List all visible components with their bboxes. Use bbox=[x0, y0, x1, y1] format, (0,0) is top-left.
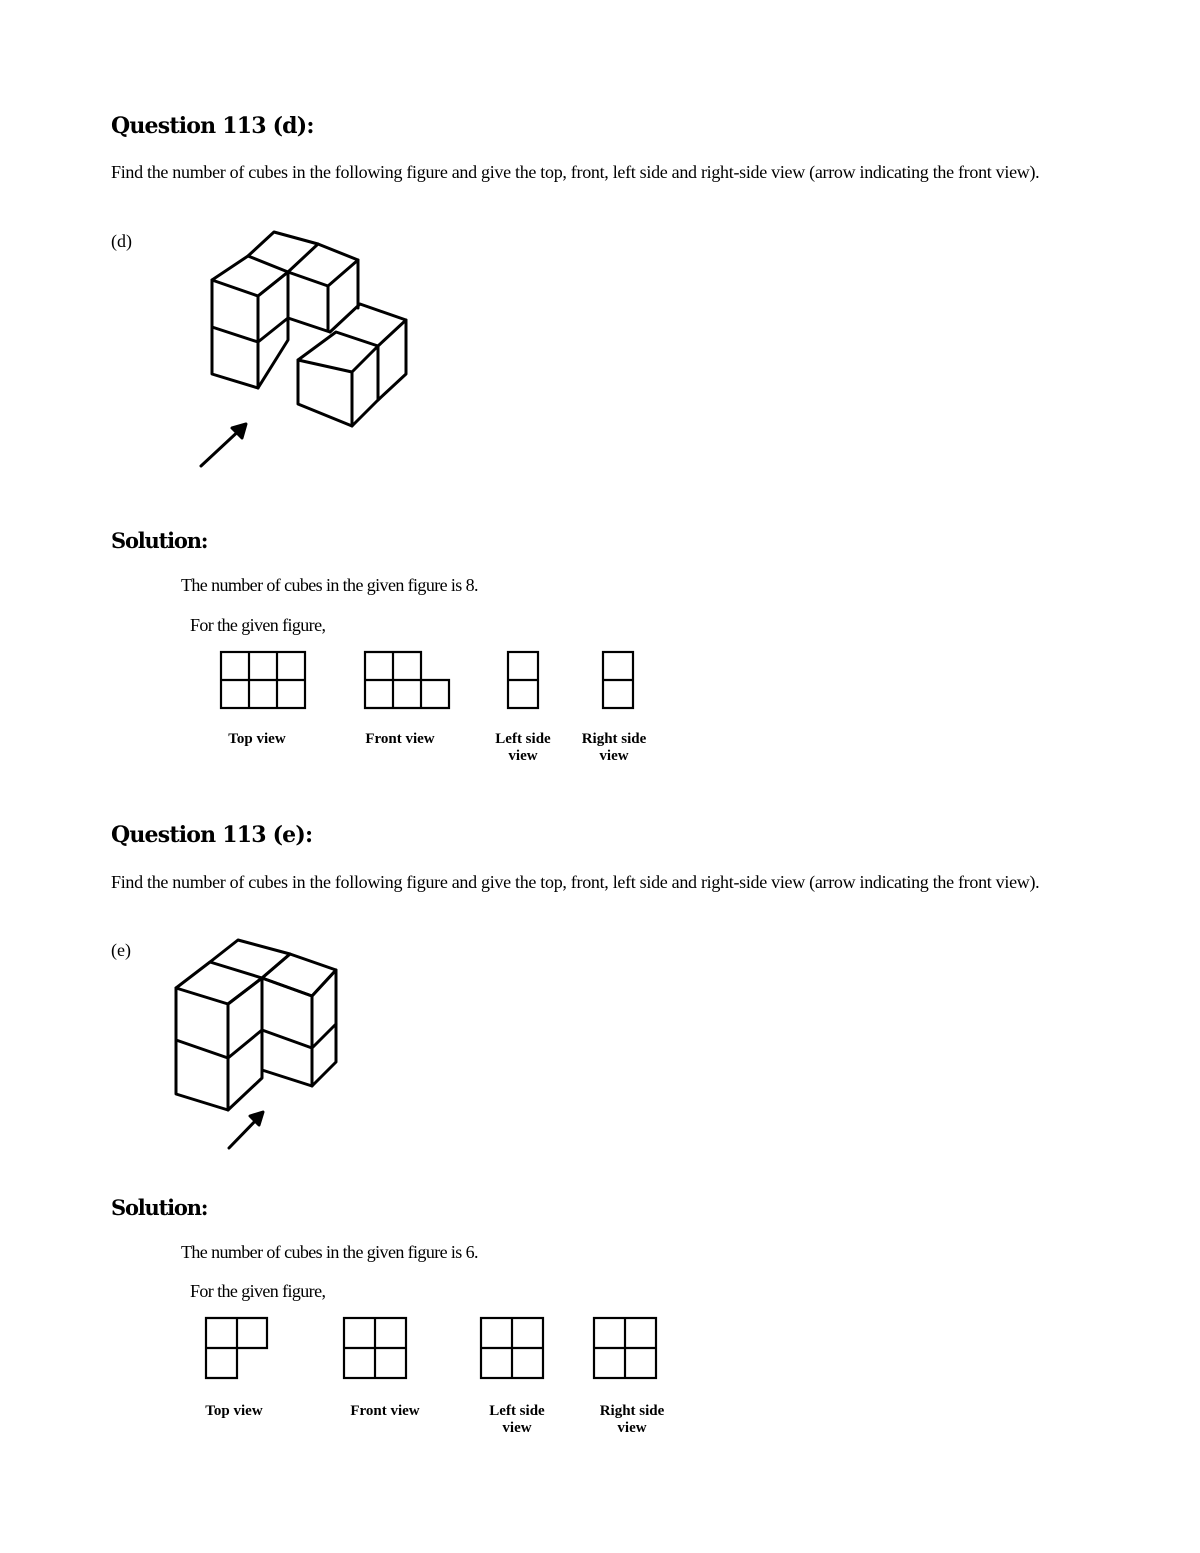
left-side-view-drawing-e bbox=[480, 1317, 548, 1381]
question-text-d: Find the number of cubes in the following figure and give the top, front, left side and right-side view (arrow indicating the front view). bbox=[111, 162, 1040, 182]
solution-answer-d: The number of cubes in the given figure is 8. bbox=[181, 575, 478, 595]
figure-label-d: (d) bbox=[111, 231, 132, 251]
question-text-e: Find the number of cubes in the following figure and give the top, front, left side and right-side view (arrow indicating the front view). bbox=[111, 872, 1040, 892]
solution-intro-e: For the given figure, bbox=[190, 1281, 326, 1301]
question-title-d: Question 113 (d): bbox=[111, 113, 314, 139]
right-side-view-label-e: Right side view bbox=[599, 1403, 665, 1436]
top-view-label-e: Top view bbox=[205, 1403, 263, 1419]
solution-answer-e: The number of cubes in the given figure is 6. bbox=[181, 1242, 478, 1262]
solution-intro-d: For the given figure, bbox=[190, 615, 326, 635]
front-view-label-d: Front view bbox=[365, 731, 435, 747]
figure-label-e: (e) bbox=[111, 940, 131, 960]
top-view-label-d: Top view bbox=[228, 731, 286, 747]
top-view-drawing-e bbox=[205, 1317, 271, 1381]
solution-title-d: Solution: bbox=[111, 528, 208, 553]
left-side-view-label-e: Left side view bbox=[489, 1403, 545, 1436]
left-side-view-label-d: Left side view bbox=[495, 731, 551, 764]
front-view-label-e: Front view bbox=[350, 1403, 420, 1419]
right-side-view-label-d: Right side view bbox=[581, 731, 647, 764]
right-side-view-drawing-e bbox=[593, 1317, 661, 1381]
solution-title-e: Solution: bbox=[111, 1195, 208, 1220]
front-view-drawing-e bbox=[343, 1317, 411, 1381]
question-title-e: Question 113 (e): bbox=[111, 822, 313, 848]
